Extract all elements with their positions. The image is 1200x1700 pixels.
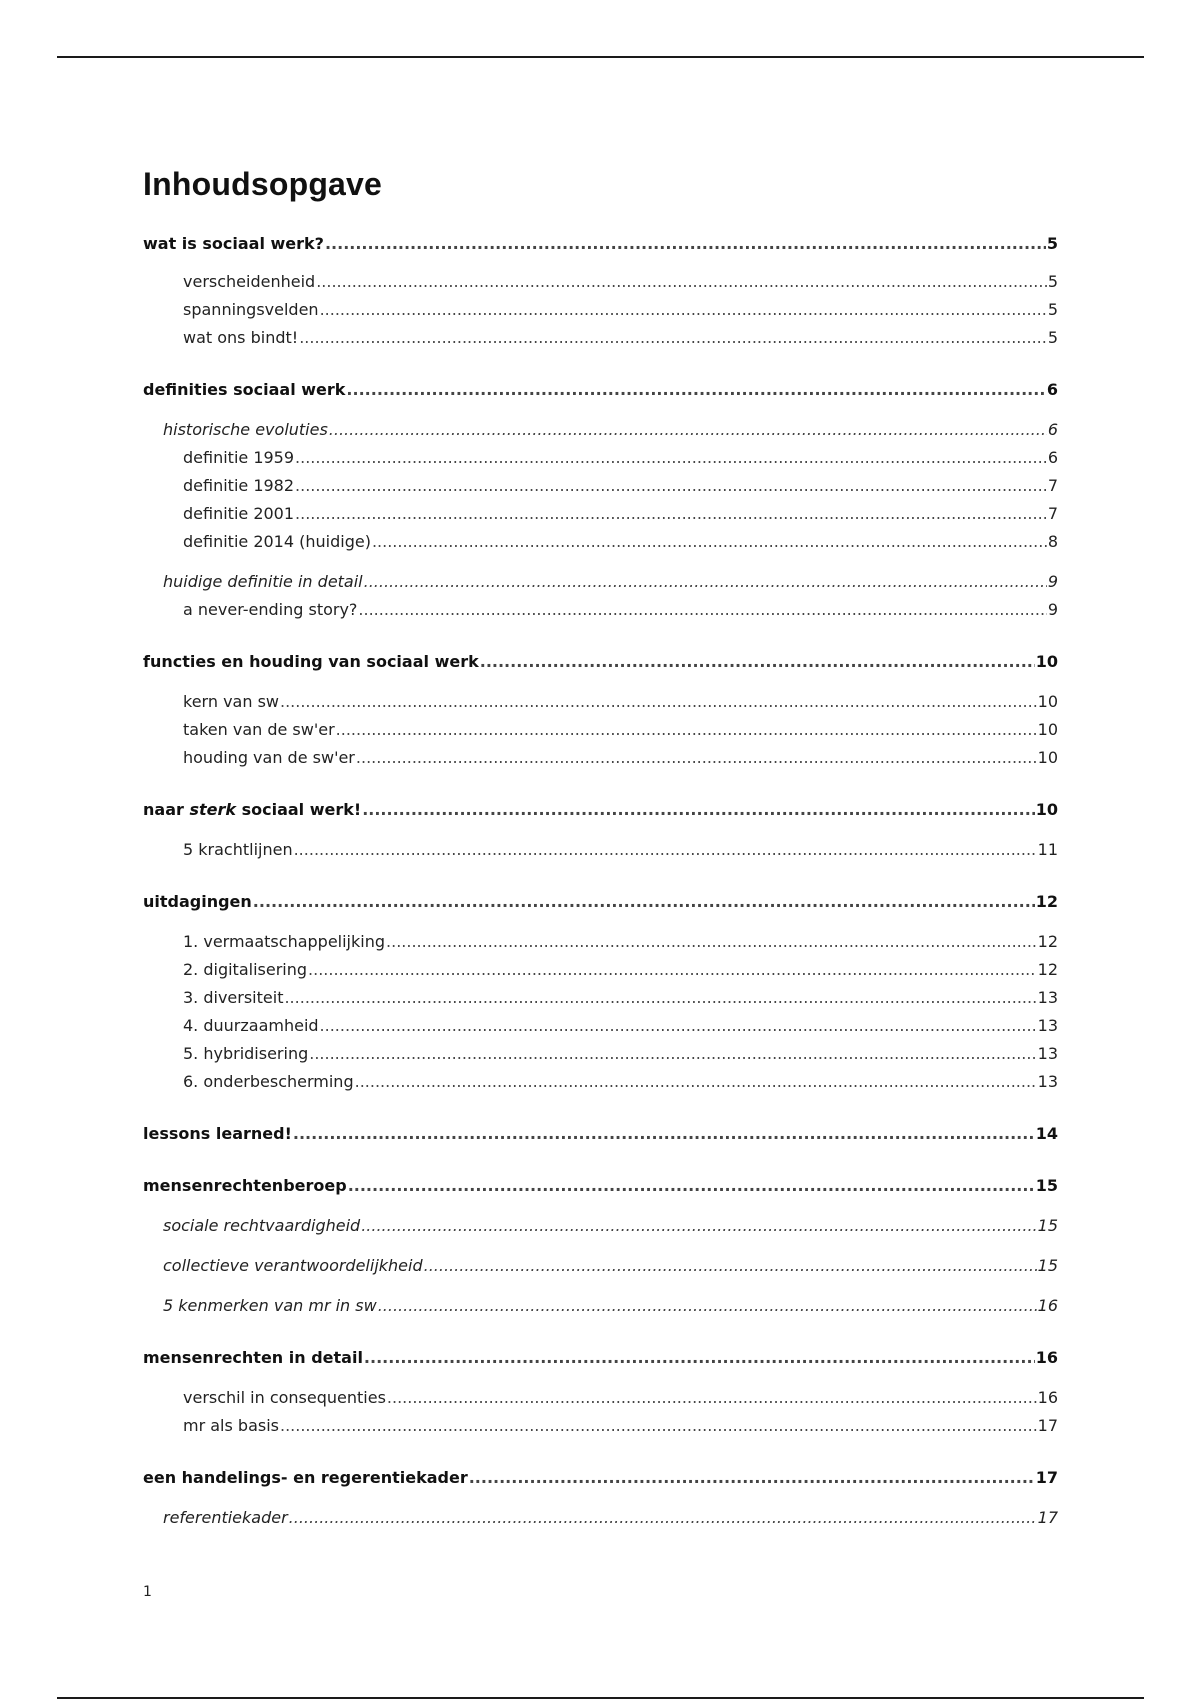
toc-entry-label: houding van de sw'er bbox=[183, 748, 355, 767]
toc-entry[interactable] bbox=[143, 1042, 1058, 1066]
toc-dot-leader bbox=[348, 1174, 1035, 1198]
toc-entry-page-number: 5 bbox=[1047, 328, 1058, 347]
toc-entry-page-number: 13 bbox=[1037, 1044, 1058, 1063]
toc-entry-page-number: 12 bbox=[1037, 960, 1058, 979]
toc-dot-leader bbox=[355, 1070, 1037, 1094]
toc-entry-label: mr als basis bbox=[183, 1416, 279, 1435]
toc-dot-leader bbox=[361, 1214, 1036, 1238]
toc-entry-page-number: 17 bbox=[1037, 1416, 1058, 1435]
toc-dot-leader bbox=[295, 474, 1047, 498]
toc-dot-leader bbox=[364, 570, 1047, 594]
toc-entry[interactable] bbox=[143, 1346, 1058, 1370]
toc-entry[interactable] bbox=[143, 598, 1058, 622]
toc-dot-leader bbox=[295, 446, 1047, 470]
toc-entry-label: taken van de sw'er bbox=[183, 720, 335, 739]
toc-entry-page-number: 12 bbox=[1035, 892, 1058, 911]
toc-entry-label: spanningsvelden bbox=[183, 300, 319, 319]
toc-dot-leader bbox=[378, 1294, 1037, 1318]
toc-entry-label: definitie 2001 bbox=[183, 504, 295, 523]
toc-entry-label: referentiekader bbox=[163, 1508, 288, 1527]
toc-entry-page-number: 12 bbox=[1037, 932, 1058, 951]
toc-entry-page-number: 14 bbox=[1035, 1124, 1058, 1143]
toc-entry[interactable] bbox=[143, 232, 1058, 256]
header-rule bbox=[57, 56, 1144, 58]
toc-entry[interactable] bbox=[143, 1014, 1058, 1038]
toc-entry-page-number: 9 bbox=[1047, 600, 1058, 619]
toc-entry-label: definitie 1959 bbox=[183, 448, 295, 467]
toc-entry-page-number: 10 bbox=[1037, 748, 1058, 767]
toc-entry[interactable] bbox=[143, 890, 1058, 914]
footer-page-number: 1 bbox=[143, 1584, 152, 1600]
toc-entry-page-number: 16 bbox=[1035, 1348, 1058, 1367]
toc-entry[interactable] bbox=[143, 378, 1058, 402]
toc-entry[interactable] bbox=[143, 570, 1058, 594]
toc-entry-label: verscheidenheid bbox=[183, 272, 316, 291]
toc-entry-label: verschil in consequenties bbox=[183, 1388, 386, 1407]
toc-entry-page-number: 10 bbox=[1037, 692, 1058, 711]
toc-entry-label: lessons learned! bbox=[143, 1124, 292, 1143]
toc-dot-leader bbox=[284, 986, 1036, 1010]
toc-entry[interactable] bbox=[143, 1414, 1058, 1438]
toc-entry-page-number: 5 bbox=[1047, 300, 1058, 319]
toc-entry[interactable] bbox=[143, 1466, 1058, 1490]
toc-entry-page-number: 6 bbox=[1046, 380, 1058, 399]
toc-entry-label: 3. diversiteit bbox=[183, 988, 284, 1007]
toc-dot-leader bbox=[329, 418, 1047, 442]
toc-dot-leader bbox=[309, 1042, 1036, 1066]
toc-entry[interactable] bbox=[143, 838, 1058, 862]
toc-entry[interactable] bbox=[143, 1254, 1058, 1278]
toc-entry-label: sociale rechtvaardigheid bbox=[163, 1216, 361, 1235]
toc-entry-page-number: 9 bbox=[1047, 572, 1058, 591]
toc-entry-label: definitie 1982 bbox=[183, 476, 295, 495]
toc-dot-leader bbox=[424, 1254, 1037, 1278]
toc-entry[interactable] bbox=[143, 958, 1058, 982]
toc-entry-page-number: 10 bbox=[1035, 800, 1058, 819]
toc-entry-label: functies en houding van sociaal werk bbox=[143, 652, 479, 671]
toc-entry-page-number: 6 bbox=[1047, 448, 1058, 467]
toc-dot-leader bbox=[469, 1466, 1035, 1490]
toc-entry[interactable] bbox=[143, 1506, 1058, 1530]
toc-entry-label: historische evoluties bbox=[163, 420, 328, 439]
toc-dot-leader bbox=[294, 838, 1037, 862]
toc-entry-page-number: 7 bbox=[1047, 504, 1058, 523]
toc-entry-label: kern van sw bbox=[183, 692, 279, 711]
toc-dot-leader bbox=[320, 298, 1047, 322]
toc-dot-leader bbox=[280, 690, 1037, 714]
toc-entry-page-number: 5 bbox=[1047, 272, 1058, 291]
toc-entry[interactable] bbox=[143, 1294, 1058, 1318]
toc-entry[interactable] bbox=[143, 1122, 1058, 1146]
toc-entry-page-number: 13 bbox=[1037, 1016, 1058, 1035]
toc-entry-label: definitie 2014 (huidige) bbox=[183, 532, 371, 551]
toc-dot-leader bbox=[372, 530, 1047, 554]
footer-rule bbox=[57, 1697, 1144, 1699]
toc-entry-page-number: 8 bbox=[1047, 532, 1058, 551]
toc-entry[interactable] bbox=[143, 418, 1058, 442]
toc-entry-page-number: 11 bbox=[1037, 840, 1058, 859]
toc-dot-leader bbox=[320, 1014, 1037, 1038]
toc-entry-page-number: 13 bbox=[1037, 988, 1058, 1007]
toc-entry-page-number: 17 bbox=[1035, 1468, 1058, 1487]
toc-dot-leader bbox=[308, 958, 1037, 982]
toc-entry-label: 1. vermaatschappelijking bbox=[183, 932, 386, 951]
toc-entry-page-number: 15 bbox=[1037, 1256, 1058, 1275]
toc-entry[interactable] bbox=[143, 1070, 1058, 1094]
toc-entry-label: uitdagingen bbox=[143, 892, 252, 911]
toc-dot-leader bbox=[387, 1386, 1037, 1410]
toc-entry[interactable] bbox=[143, 746, 1058, 770]
toc-entry-page-number: 10 bbox=[1037, 720, 1058, 739]
toc-dot-leader bbox=[253, 890, 1035, 914]
toc-entry-label: een handelings- en regerentiekader bbox=[143, 1468, 468, 1487]
toc-entry-label: 4. duurzaamheid bbox=[183, 1016, 319, 1035]
toc-entry[interactable] bbox=[143, 690, 1058, 714]
toc-entry-label: 6. onderbescherming bbox=[183, 1072, 354, 1091]
toc-entry-page-number: 15 bbox=[1035, 1176, 1058, 1195]
toc-entry-label: mensenrechtenberoep bbox=[143, 1176, 347, 1195]
emphasis-text: sterk bbox=[189, 800, 237, 819]
toc-entry-label: 5 kenmerken van mr in sw bbox=[163, 1296, 377, 1315]
toc-entry[interactable] bbox=[143, 930, 1058, 954]
toc-entry-page-number: 17 bbox=[1037, 1508, 1058, 1527]
toc-entry[interactable] bbox=[143, 502, 1058, 526]
toc-entry-label: huidige definitie in detail bbox=[163, 572, 363, 591]
toc-entry-page-number: 15 bbox=[1037, 1216, 1058, 1235]
toc-entry[interactable] bbox=[143, 326, 1058, 350]
toc-dot-leader bbox=[346, 378, 1045, 402]
toc-entry-page-number: 5 bbox=[1046, 234, 1058, 253]
toc-entry-label: collectieve verantwoordelijkheid bbox=[163, 1256, 423, 1275]
toc-dot-leader bbox=[336, 718, 1037, 742]
toc-dot-leader bbox=[386, 930, 1037, 954]
toc-entry[interactable] bbox=[143, 270, 1058, 294]
toc-entry-label: a never-ending story? bbox=[183, 600, 358, 619]
toc-dot-leader bbox=[480, 650, 1035, 674]
toc-entry[interactable] bbox=[143, 446, 1058, 470]
toc-entry[interactable] bbox=[143, 986, 1058, 1010]
toc-entry[interactable] bbox=[143, 1214, 1058, 1238]
toc-dot-leader bbox=[316, 270, 1047, 294]
toc-dot-leader bbox=[293, 1122, 1035, 1146]
toc-entry-label: wat is sociaal werk? bbox=[143, 234, 324, 253]
toc-dot-leader bbox=[325, 232, 1046, 256]
toc-entry[interactable] bbox=[143, 718, 1058, 742]
toc-entry-page-number: 16 bbox=[1037, 1388, 1058, 1407]
toc-dot-leader bbox=[295, 502, 1047, 526]
toc-dot-leader bbox=[280, 1414, 1037, 1438]
toc-entry-label: definities sociaal werk bbox=[143, 380, 346, 399]
toc-entry[interactable] bbox=[143, 798, 1058, 822]
toc-dot-leader bbox=[356, 746, 1037, 770]
toc-dot-leader bbox=[364, 1346, 1035, 1370]
toc-dot-leader bbox=[289, 1506, 1037, 1530]
toc-entry-label: 2. digitalisering bbox=[183, 960, 308, 979]
toc-entry-label: naar sterk sociaal werk! bbox=[143, 800, 362, 819]
toc-entry-page-number: 10 bbox=[1035, 652, 1058, 671]
page-title: Inhoudsopgave bbox=[143, 166, 383, 202]
toc-entry[interactable] bbox=[143, 1174, 1058, 1198]
toc-entry[interactable] bbox=[143, 474, 1058, 498]
toc-entry[interactable] bbox=[143, 530, 1058, 554]
toc-entry-label: mensenrechten in detail bbox=[143, 1348, 363, 1367]
toc-dot-leader bbox=[358, 598, 1046, 622]
toc-entry[interactable] bbox=[143, 650, 1058, 674]
toc-entry-page-number: 13 bbox=[1037, 1072, 1058, 1091]
toc-entry-label: wat ons bindt! bbox=[183, 328, 299, 347]
toc-dot-leader bbox=[362, 798, 1035, 822]
toc-entry-page-number: 7 bbox=[1047, 476, 1058, 495]
toc-entry-page-number: 16 bbox=[1037, 1296, 1058, 1315]
toc-entry-label: 5. hybridisering bbox=[183, 1044, 309, 1063]
toc-entry[interactable] bbox=[143, 298, 1058, 322]
toc-dot-leader bbox=[299, 326, 1047, 350]
toc-entry-page-number: 6 bbox=[1047, 420, 1058, 439]
toc-entry[interactable] bbox=[143, 1386, 1058, 1410]
toc-entry-label: 5 krachtlijnen bbox=[183, 840, 293, 859]
